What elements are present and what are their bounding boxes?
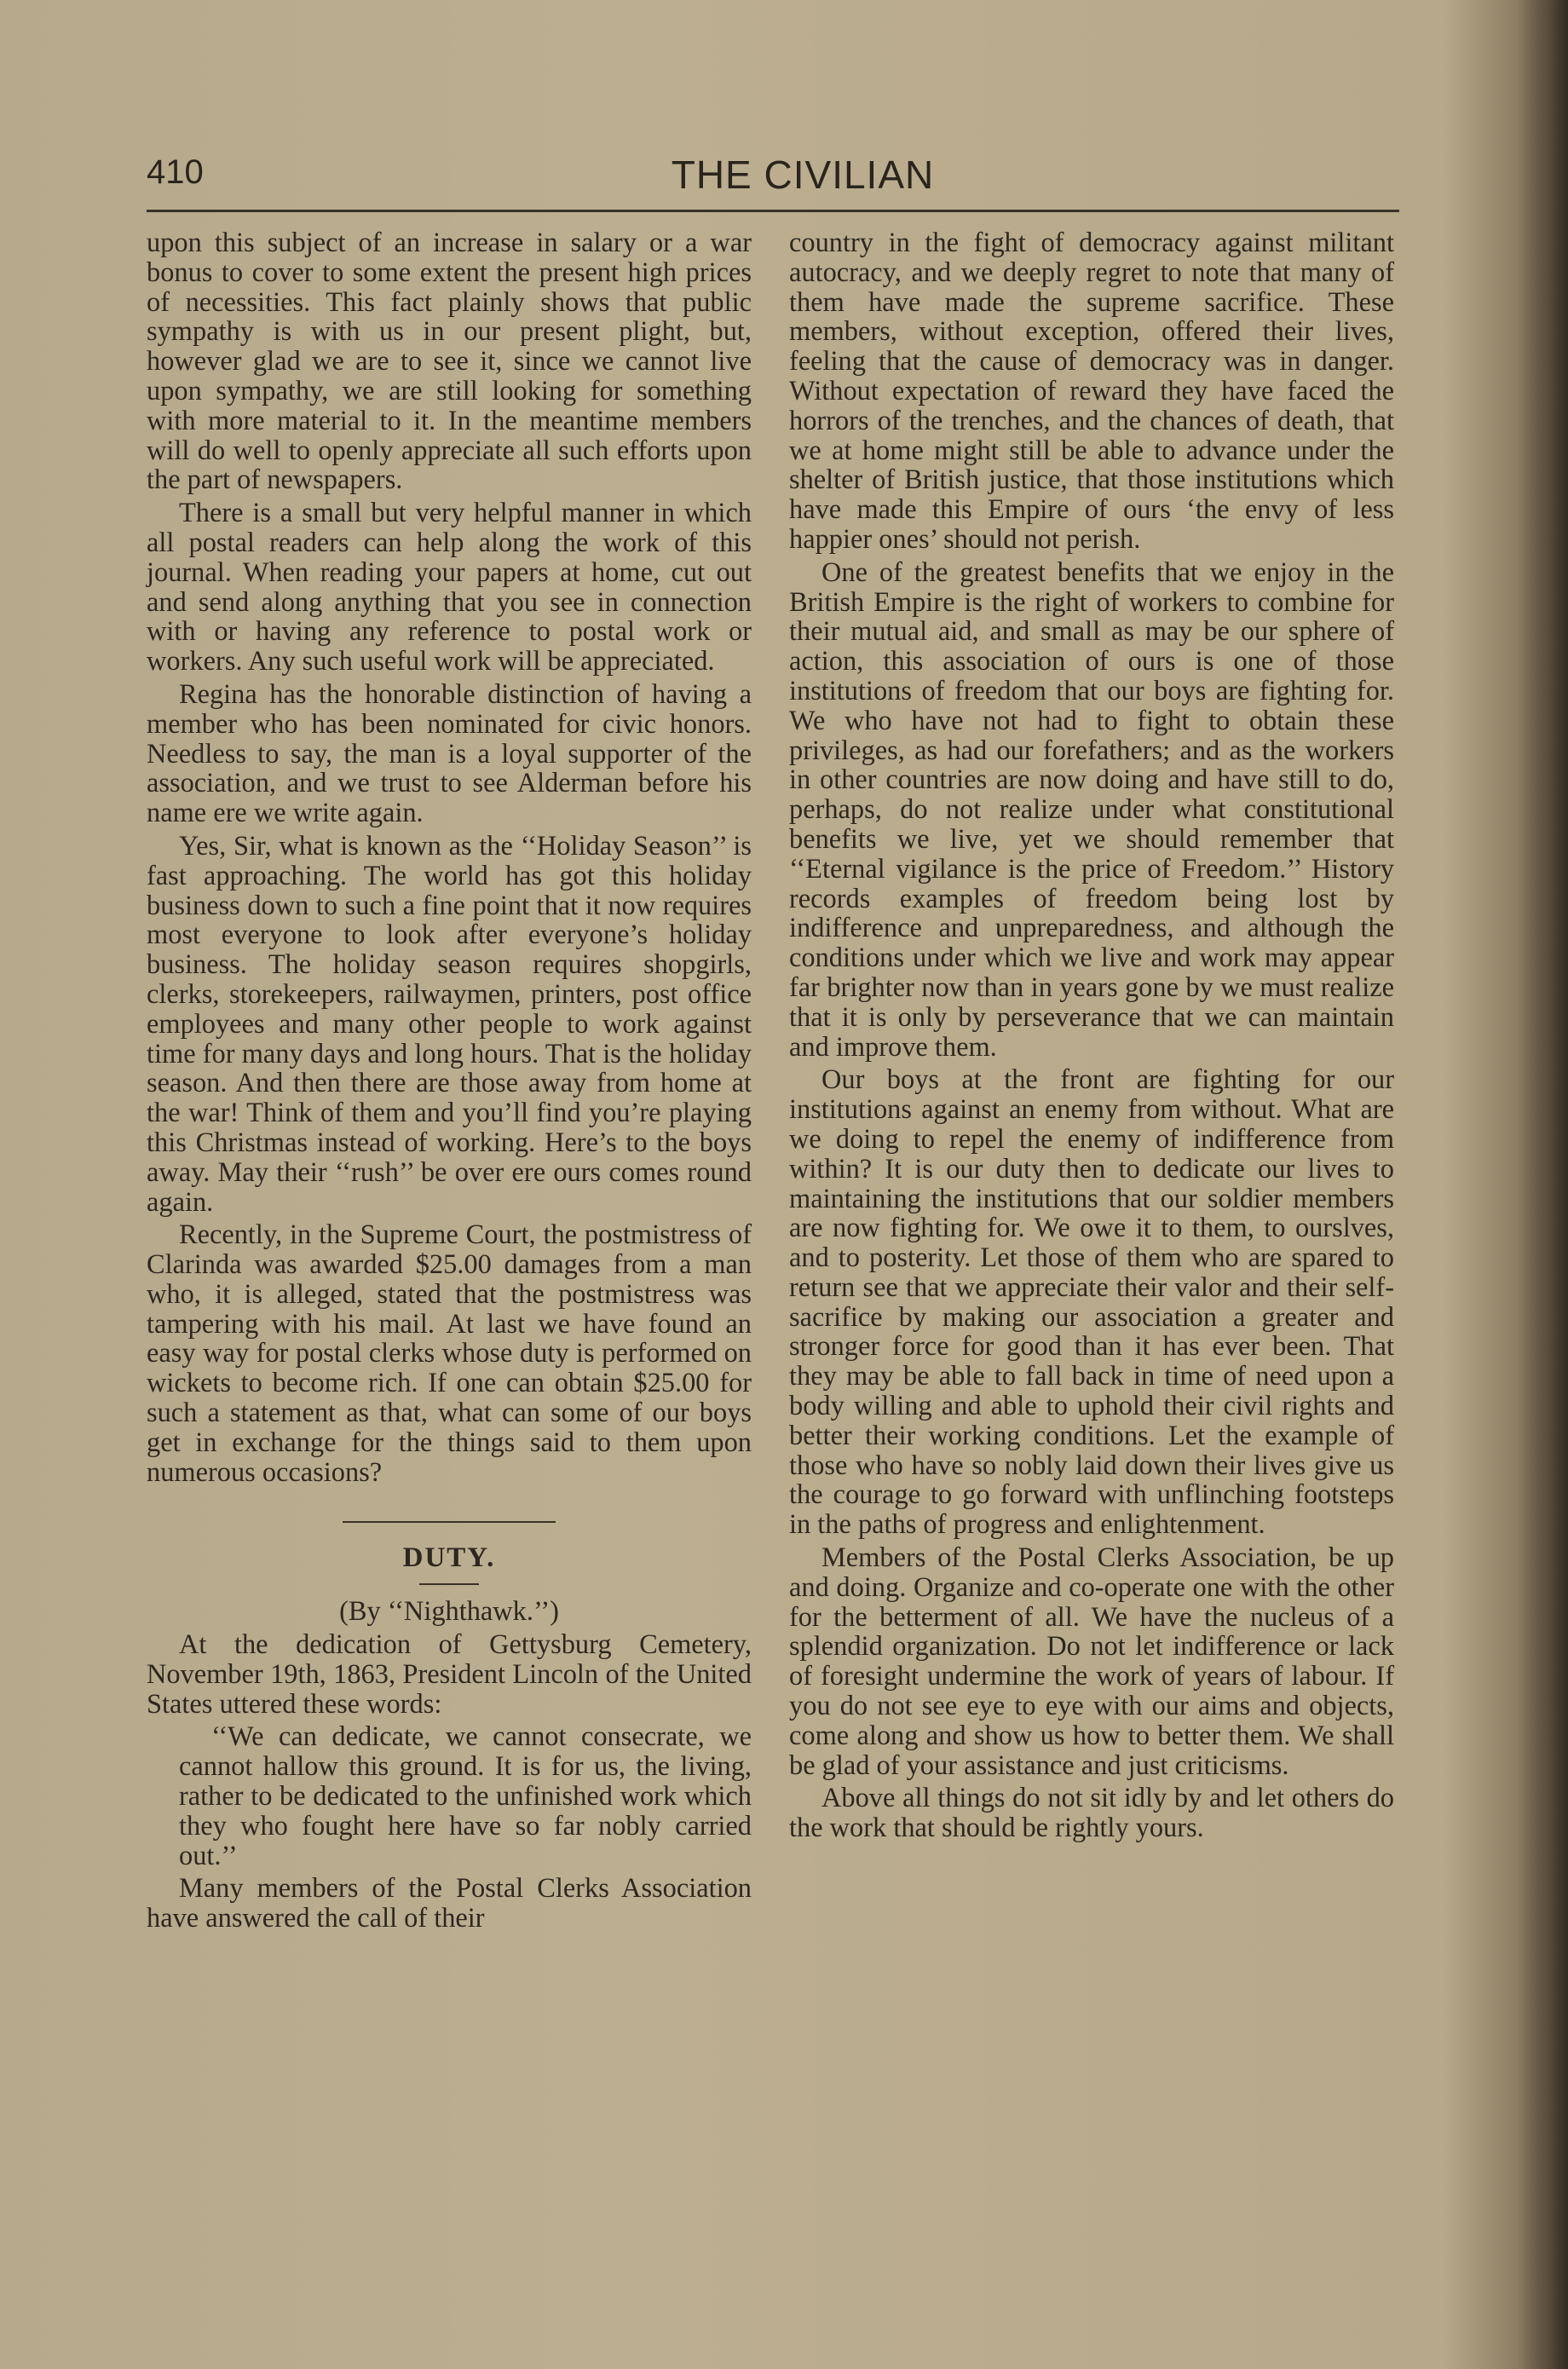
paragraph: Members of the Postal Clerks Association, be up and doing. Organize and co-operate one with the other for the betterment of all. We have the nucleus of a splendid organization. Do not let indifference or lack of foresight undermine the work of years of labour. If you do not see eye to eye with our aims and objects, come along and show us how to better them. We shall be glad of your assistance and just criticisms. [789,1542,1394,1781]
book-spine-shadow [1517,0,1568,2369]
left-column [147,228,752,1937]
article-heading: DUTY. [402,1542,496,1574]
paragraph: upon this subject of an increase in salary or a war bonus to cover to some extent the present high prices of necessities. This fact plainly shows that public sympathy is with us in our present plight, but, however glad we are to see it, since we cannot live upon sympathy, we are still looking for something with more material to it. In the meantime members will do well to openly appreciate all such efforts upon the part of newspapers. [147,228,752,496]
page-number: 410 [147,153,204,191]
paragraph: Our boys at the front are fighting for our institutions against an enemy from without. What are we doing to repel the enemy of indifference from within? It is our duty then to dedicate our lives to maintaining the institutions that our soldier members are now fighting for. We owe it to them, to ourslves, and to posterity. Let those of them who are spared to return see that we appreciate their valor and their self-sacrifice by making our association a greater and stronger force for good than it has ever been. That they may be able to fall back in time of need upon a body willing and able to uphold their civil rights and better their working conditions. Let the example of those who have so nobly laid down their lives give us the courage to go forward with unflinching footsteps in the paths of progress and enlightenment. [789,1064,1394,1541]
paragraph: Recently, in the Supreme Court, the postmistress of Clarinda was awarded $25.00 damages from a man who, it is alleged, stated that the postmistress was tampering with his mail. At last we have found an easy way for postal clerks whose duty is performed on wickets to become rich. If one can obtain $25.00 for such a statement as that, what can some of our boys get in exchange for the things said to them upon numerous occasions? [147,1219,752,1488]
paragraph: Yes, Sir, what is known as the ‘‘Holiday Season’’ is fast approaching. The world has got this holiday business down to such a fine point that it now requires most everyone to look after everyone’s holiday business. The holiday season requires shopgirls, clerks, storekeepers, railwaymen, printers, post office employees and many other people to work against time for many days and long hours. That is the holiday season. And then there are those away from home at the war! Think of them and you’ll find you’re playing this Christmas instead of working. Here’s to the boys away. May their ‘‘rush’’ be over ere ours comes round again. [147,830,752,1218]
article-intro: At the dedication of Gettysburg Cemetery, November 19th, 1863, President Lincoln of the United States uttered these words: [147,1629,752,1720]
running-title: THE CIVILIAN [671,153,935,197]
paragraph: Regina has the honorable distinction of having a member who has been nominated for civic honors. Needless to say, the man is a loyal supporter of the association, and we trust to see Alderman before his name ere we write again. [147,678,752,829]
heading-rule [419,1583,479,1585]
section-divider [343,1521,556,1523]
paragraph: country in the fight of democracy against militant autocracy, and we deeply regret to note that many of them have made the supreme sacrifice. These members, without exception, offered their lives, feeling that the cause of democracy was in danger. Without expectation of reward they have faced the horrors of the trenches, and the chances of death, that we at home might still be able to advance under the shelter of British justice, that those institutions which have made this Empire of ours ‘the envy of less happier ones’ should not perish. [789,228,1394,555]
paragraph: One of the greatest benefits that we enjoy in the British Empire is the right of workers to combine for their mutual aid, and small as may be our sphere of action, this association of ours is one of those institutions of freedom that our boys are fighting for. We who have not had to fight to obtain these privileges, as had our forefathers; and as the workers in other countries are now doing and have still to do, perhaps, do not realize under what constitutional benefits we live, yet we should remember that ‘‘Eternal vigilance is the price of Freedom.’’ History records examples of freedom being lost by indifference and unpreparedness, and although the conditions under which we live and work may appear far brighter now than in years gone by we must realize that it is only by perseverance that we can maintain and improve them. [789,556,1394,1063]
header-rule [147,210,1399,212]
page-header [147,150,1399,203]
article-byline: (By ‘‘Nighthawk.’’) [339,1596,559,1628]
right-column [789,228,1394,1847]
paragraph: Above all things do not sit idly by and let others do the work that should be rightly yours. [789,1783,1394,1844]
article-continuation: Many members of the Postal Clerks Association have answered the call of their [147,1873,752,1934]
paragraph: There is a small but very helpful manner in which all postal readers can help along the work of this journal. When reading your papers at home, cut out and send along anything that you see in connection with or having any reference to postal work or workers. Any such useful work will be appreciated. [147,498,752,677]
lincoln-quote: ‘‘We can dedicate, we cannot consecrate, we cannot hallow this ground. It is for us, the living, rather to be dedicated to the unfinished work which they who fought here have so far nobly carried out.’’ [179,1721,752,1871]
